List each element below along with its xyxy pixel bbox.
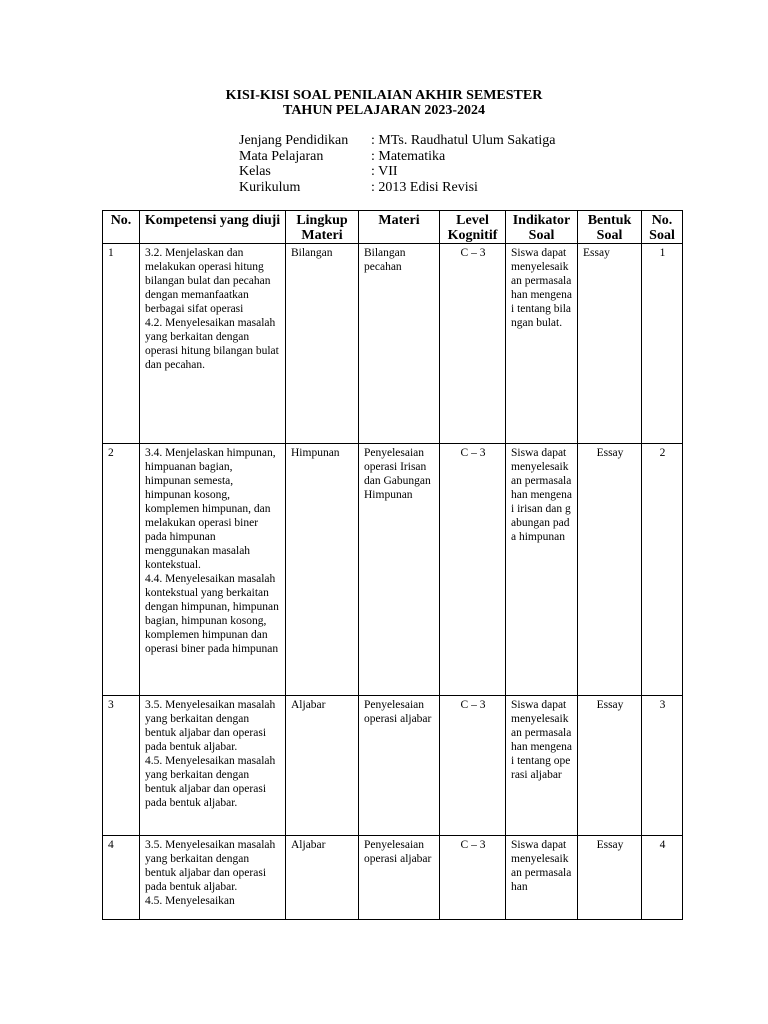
cell-lingkup: Bilangan — [286, 244, 359, 444]
cell-no: 3 — [103, 696, 140, 836]
document-subtitle: TAHUN PELAJARAN 2023-2024 — [283, 103, 485, 118]
info-row-kelas — [239, 164, 556, 180]
cell-indikator: Siswa dapat menyelesaikan permasalahan mengenai tentang operasi aljabar — [506, 696, 578, 836]
col-header-bentuk: Bentuk Soal — [578, 211, 642, 244]
cell-no-soal: 1 — [642, 244, 683, 444]
cell-indikator: Siswa dapat menyelesaikan permasalahan — [506, 836, 578, 920]
col-header-no: No. — [103, 211, 140, 244]
cell-bentuk: Essay — [578, 836, 642, 920]
cell-kompetensi: 3.5. Menyelesaikan masalah yang berkaitan dengan bentuk aljabar dan operasi pada bentuk aljabar. 4.5. Menyelesaikan masalah yang berkaitan dengan bentuk aljabar dan operasi pada bentuk aljabar. — [140, 696, 286, 836]
cell-materi: Bilangan pecahan — [359, 244, 440, 444]
cell-level: C – 3 — [440, 696, 506, 836]
col-header-kompetensi: Kompetensi yang diuji — [140, 211, 286, 244]
cell-lingkup: Aljabar — [286, 696, 359, 836]
table-header-row — [103, 211, 683, 244]
table-row — [103, 696, 683, 836]
cell-indikator: Siswa dapat menyelesaikan permasalahan mengenai tentang bilangan bulat. — [506, 244, 578, 444]
cell-no: 2 — [103, 444, 140, 696]
col-header-lingkup: Lingkup Materi — [286, 211, 359, 244]
info-value: : 2013 Edisi Revisi — [371, 179, 478, 195]
cell-materi: Penyelesaian operasi Irisan dan Gabungan Himpunan — [359, 444, 440, 696]
cell-lingkup: Himpunan — [286, 444, 359, 696]
info-row-mapel — [239, 149, 556, 165]
identity-block — [239, 133, 556, 195]
cell-no: 4 — [103, 836, 140, 920]
cell-no-soal: 3 — [642, 696, 683, 836]
col-header-materi: Materi — [359, 211, 440, 244]
col-header-level: Level Kognitif — [440, 211, 506, 244]
info-label: Jenjang Pendidikan — [239, 133, 349, 148]
cell-no-soal: 4 — [642, 836, 683, 920]
cell-no-soal: 2 — [642, 444, 683, 696]
document-title: KISI-KISI SOAL PENILAIAN AKHIR SEMESTER — [225, 88, 543, 103]
cell-indikator: Siswa dapat menyelesaikan permasalahan mengenai irisan dan gabungan pada himpunan — [506, 444, 578, 696]
table-row — [103, 836, 683, 920]
cell-bentuk: Essay — [578, 444, 642, 696]
cell-kompetensi: 3.4. Menjelaskan himpunan, himpuanan bagian, himpunan semesta, himpunan kosong, komplemen himpunan, dan melakukan operasi biner pada himpunan menggunakan masalah kontekstual. 4.4. Menyelesaikan masalah kontekstual yang berkaitan dengan himpunan, himpunan bagian, himpunan kosong, komplemen himpunan dan operasi biner pada himpunan — [140, 444, 286, 696]
info-row-jenjang — [239, 133, 556, 149]
cell-materi: Penyelesaian operasi aljabar — [359, 836, 440, 920]
table-row — [103, 444, 683, 696]
info-value: : VII — [371, 164, 398, 179]
cell-bentuk: Essay — [578, 244, 642, 444]
info-label: Mata Pelajaran — [239, 148, 324, 164]
cell-level: C – 3 — [440, 444, 506, 696]
cell-bentuk: Essay — [578, 696, 642, 836]
cell-kompetensi: 3.5. Menyelesaikan masalah yang berkaitan dengan bentuk aljabar dan operasi pada bentuk aljabar. 4.5. Menyelesaikan — [140, 836, 286, 920]
cell-kompetensi: 3.2. Menjelaskan dan melakukan operasi hitung bilangan bulat dan pecahan dengan memanfaatkan berbagai sifat operasi 4.2. Menyelesaikan masalah yang berkaitan dengan operasi hitung bilangan bulat dan pecahan. — [140, 244, 286, 444]
col-header-no-soal: No. Soal — [642, 211, 683, 244]
info-value: : MTs. Raudhatul Ulum Sakatiga — [371, 133, 556, 148]
cell-lingkup: Aljabar — [286, 836, 359, 920]
info-label: Kurikulum — [239, 179, 301, 195]
info-row-kurikulum — [239, 180, 556, 196]
table-row — [103, 244, 683, 444]
kisi-kisi-table — [102, 210, 683, 920]
cell-level: C – 3 — [440, 244, 506, 444]
info-value: : Matematika — [371, 148, 446, 164]
col-header-indikator: Indikator Soal — [506, 211, 578, 244]
cell-level: C – 3 — [440, 836, 506, 920]
cell-no: 1 — [103, 244, 140, 444]
info-label: Kelas — [239, 164, 271, 179]
cell-materi: Penyelesaian operasi aljabar — [359, 696, 440, 836]
